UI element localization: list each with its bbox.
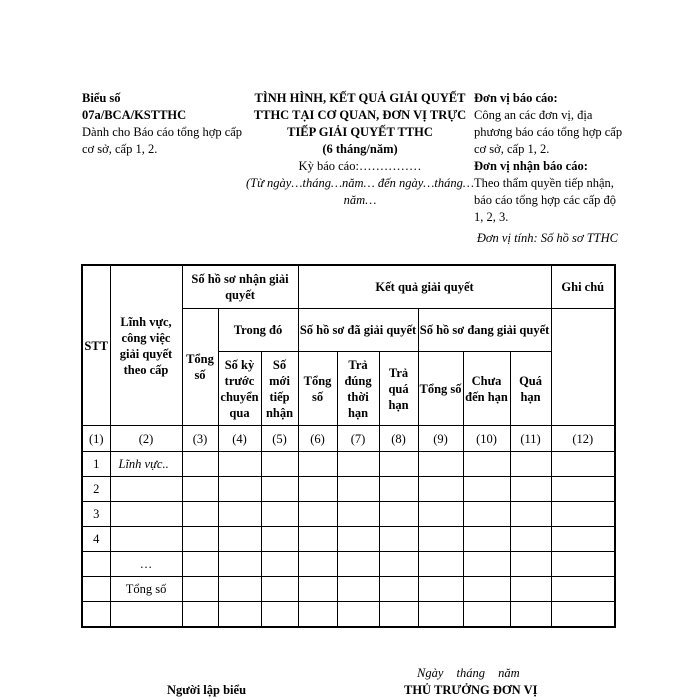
table-cell <box>379 552 418 577</box>
table-cell <box>551 552 615 577</box>
table-cell <box>551 577 615 602</box>
unit-note: Đơn vị tính: Số hồ sơ TTHC <box>476 231 618 245</box>
table-cell <box>510 602 551 628</box>
form-code-block <box>82 90 257 158</box>
table-cell <box>418 577 463 602</box>
report-title: TÌNH HÌNH, KẾT QUẢ GIẢI QUYẾT TTHC TẠI CƠ QUAN, ĐƠN VỊ TRỰC TIẾP GIẢI QUYẾT TTHC <box>253 91 467 139</box>
header-pending-total: Tổng số <box>418 352 463 426</box>
table-cell <box>261 452 298 477</box>
header-resolved-total: Tổng số <box>298 352 337 426</box>
row-field <box>110 527 182 552</box>
column-number: (4) <box>218 426 261 452</box>
column-number: (2) <box>110 426 182 452</box>
header-field: Lĩnh vực, công việc giải quyết theo cấp <box>110 265 182 426</box>
table-cell <box>218 477 261 502</box>
receiving-unit-label: Đơn vị nhận báo cáo: <box>474 159 588 173</box>
report-date-range: (Từ ngày…tháng…năm… đến ngày…tháng…năm… <box>246 176 474 207</box>
table-cell <box>379 452 418 477</box>
column-number: (1) <box>82 426 110 452</box>
table-cell <box>182 577 218 602</box>
column-number: (10) <box>463 426 510 452</box>
receiving-unit-text: Theo thẩm quyền tiếp nhận, báo cáo tổng hợp các cấp độ 1, 2, 3. <box>474 176 616 224</box>
table-header-row <box>82 265 615 309</box>
table-cell <box>261 577 298 602</box>
table-row <box>82 602 615 628</box>
table-cell <box>418 527 463 552</box>
table-cell <box>379 527 418 552</box>
table-cell <box>379 577 418 602</box>
table-row <box>82 577 615 602</box>
table-cell <box>182 602 218 628</box>
table-cell <box>337 452 379 477</box>
table-cell <box>463 602 510 628</box>
signature-date: Ngày tháng năm <box>417 666 520 680</box>
table-cell <box>298 477 337 502</box>
row-stt <box>82 577 110 602</box>
table-cell <box>551 527 615 552</box>
column-number: (5) <box>261 426 298 452</box>
header-resolved: Số hồ sơ đã giải quyết <box>298 309 418 352</box>
row-field <box>110 477 182 502</box>
column-number: (9) <box>418 426 463 452</box>
header-of-which: Trong đó <box>218 309 298 352</box>
table-cell <box>418 502 463 527</box>
column-number-row <box>82 426 615 452</box>
table-cell <box>418 552 463 577</box>
header-note: Ghi chú <box>551 265 615 309</box>
header-pending: Số hồ sơ đang giải quyết <box>418 309 551 352</box>
table-cell <box>337 477 379 502</box>
table-cell <box>298 527 337 552</box>
header-carried-over: Số kỳ trước chuyển qua <box>218 352 261 426</box>
header-overdue: Quá hạn <box>510 352 551 426</box>
table-row <box>82 552 615 577</box>
header-overdue-returned: Trả quá hạn <box>379 352 418 426</box>
table-cell <box>337 602 379 628</box>
column-number: (8) <box>379 426 418 452</box>
table-cell <box>261 477 298 502</box>
header-stt: STT <box>82 265 110 426</box>
table-cell <box>337 552 379 577</box>
table-row <box>82 452 615 477</box>
header-newly-received: Số mới tiếp nhận <box>261 352 298 426</box>
table-cell <box>298 602 337 628</box>
table-cell <box>218 552 261 577</box>
table-cell <box>337 527 379 552</box>
form-scope: Dành cho Báo cáo tổng hợp cấp cơ sở, cấp 1, 2. <box>82 125 243 156</box>
table-cell <box>337 577 379 602</box>
table-cell <box>463 477 510 502</box>
row-field: Tổng số <box>110 577 182 602</box>
row-stt <box>82 552 110 577</box>
table-cell <box>510 577 551 602</box>
table-cell <box>218 577 261 602</box>
table-cell <box>510 502 551 527</box>
table-cell <box>218 527 261 552</box>
table-cell <box>182 477 218 502</box>
table-cell <box>182 502 218 527</box>
row-field: … <box>110 552 182 577</box>
table-cell <box>298 552 337 577</box>
report-table <box>81 264 616 628</box>
header-note-blank <box>551 309 615 426</box>
row-stt <box>82 602 110 628</box>
row-stt: 3 <box>82 502 110 527</box>
table-cell <box>418 477 463 502</box>
table-cell <box>418 602 463 628</box>
table-cell <box>218 452 261 477</box>
reporting-unit-label: Đơn vị báo cáo: <box>474 91 558 105</box>
header-result: Kết quả giải quyết <box>298 265 551 309</box>
report-frequency: (6 tháng/năm) <box>322 142 398 156</box>
table-cell <box>379 602 418 628</box>
table-cell <box>261 502 298 527</box>
table-cell <box>551 502 615 527</box>
table-cell <box>379 477 418 502</box>
preparer-label: Người lập biểu <box>167 683 247 697</box>
row-stt: 4 <box>82 527 110 552</box>
table-cell <box>182 552 218 577</box>
header-on-time: Trả đúng thời hạn <box>337 352 379 426</box>
column-number: (7) <box>337 426 379 452</box>
form-code: 07a/BCA/KSTTHC <box>82 108 187 122</box>
row-stt: 1 <box>82 452 110 477</box>
column-number: (11) <box>510 426 551 452</box>
table-cell <box>261 527 298 552</box>
head-of-unit-label: THỦ TRƯỞNG ĐƠN VỊ <box>404 683 538 697</box>
table-row <box>82 477 615 502</box>
row-field <box>110 502 182 527</box>
column-number: (3) <box>182 426 218 452</box>
table-cell <box>463 527 510 552</box>
table-cell <box>182 452 218 477</box>
report-title-block <box>245 90 475 209</box>
table-cell <box>551 452 615 477</box>
table-cell <box>218 602 261 628</box>
column-number: (12) <box>551 426 615 452</box>
report-period: Kỳ báo cáo:…………… <box>298 159 422 173</box>
table-row <box>82 502 615 527</box>
row-field <box>110 602 182 628</box>
table-cell <box>510 452 551 477</box>
header-not-due: Chưa đến hạn <box>463 352 510 426</box>
table-cell <box>261 552 298 577</box>
header-received: Số hồ sơ nhận giải quyết <box>182 265 298 309</box>
table-cell <box>298 577 337 602</box>
table-cell <box>182 527 218 552</box>
table-cell <box>551 602 615 628</box>
row-field: Lĩnh vực.. <box>110 452 182 477</box>
table-cell <box>510 527 551 552</box>
unit-info-block <box>474 90 624 226</box>
table-cell <box>463 552 510 577</box>
table-cell <box>298 502 337 527</box>
table-cell <box>510 477 551 502</box>
table-cell <box>261 602 298 628</box>
table-cell <box>551 477 615 502</box>
table-cell <box>337 502 379 527</box>
table-cell <box>379 502 418 527</box>
table-body <box>82 452 615 628</box>
header-received-total: Tổng số <box>182 309 218 426</box>
reporting-unit-text: Công an các đơn vị, địa phương báo cáo tổng hợp cấp cơ sở, cấp 1, 2. <box>474 108 623 156</box>
form-label: Biểu số <box>82 91 121 105</box>
column-number: (6) <box>298 426 337 452</box>
table-cell <box>418 452 463 477</box>
table-cell <box>463 577 510 602</box>
table-cell <box>298 452 337 477</box>
table-cell <box>463 452 510 477</box>
row-stt: 2 <box>82 477 110 502</box>
table-row <box>82 527 615 552</box>
table-cell <box>510 552 551 577</box>
table-cell <box>218 502 261 527</box>
table-cell <box>463 502 510 527</box>
